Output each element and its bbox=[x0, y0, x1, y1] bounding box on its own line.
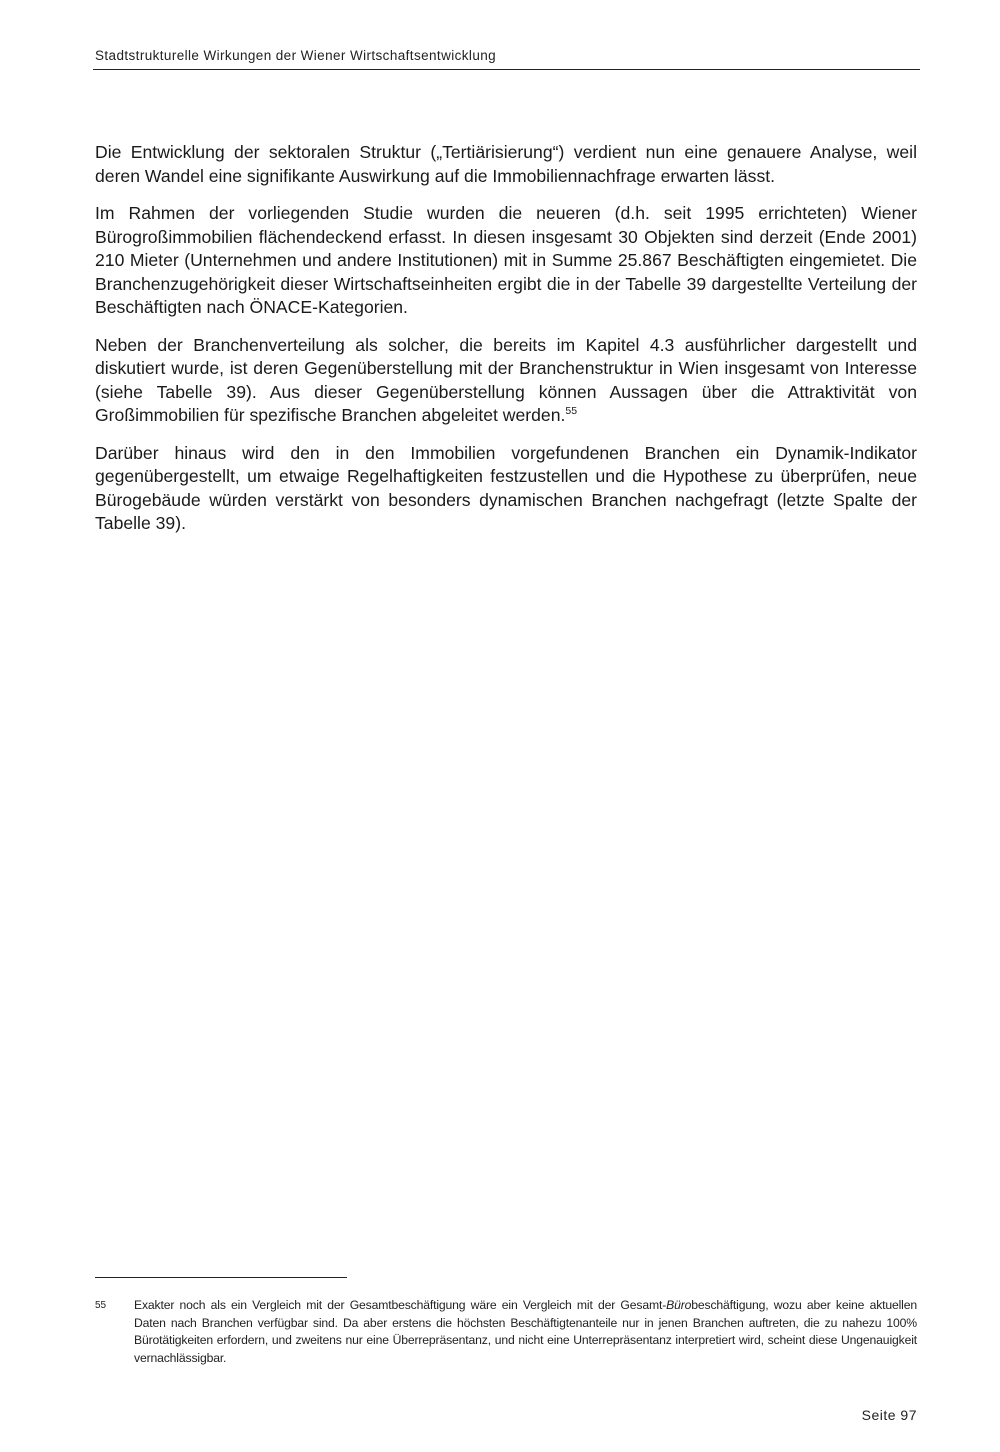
footnote-text-part-2: beschäftigung, wozu aber keine aktuellen Daten nach Branchen verfügbar sind. Da aber erstens die höchsten Beschäftigtenanteile nur in jenen Branchen auftreten, die zu nahezu 100% Bürotätigkeiten erfordern, und zweitens nur eine Überrepräsentanz, und nicht eine Unterrepräsentanz interpretiert wird, scheint diese Ungenauigkeit vernachlässigbar. bbox=[134, 1298, 918, 1365]
paragraph-2: Im Rahmen der vorliegenden Studie wurden die neueren (d.h. seit 1995 errichteten) Wiener Bürogroßimmobilien flächendeckend erfasst. In diesen insgesamt 30 Objekten sind derzeit (Ende 2001) 210 Mieter (Unternehmen und andere Institutionen) mit in Summe 25.867 Beschäftigten eingemietet. Die Branchenzugehörigkeit dieser Wirtschaftseinheiten ergibt die in der Tabelle 39 dargestellte Verteilung der Beschäftigten nach ÖNACE-Kategorien. bbox=[95, 203, 917, 317]
paragraph-4: Darüber hinaus wird den in den Immobilien vorgefundenen Branchen ein Dynamik-Indikator gegenübergestellt, um etwaige Regelhaftigkeiten festzustellen und die Hypothese zu überprüfen, neue Bürogebäude würden verstärkt von besonders dynamischen Branchen nachgefragt (letzte Spalte der Tabelle 39). bbox=[95, 442, 917, 533]
page-number: Seite 97 bbox=[861, 1407, 917, 1423]
footnote-rule bbox=[95, 1277, 347, 1278]
header-rule bbox=[93, 69, 920, 70]
footnote bbox=[95, 1297, 917, 1367]
paragraph-3-text: Neben der Branchenverteilung als solcher, die bereits im Kapitel 4.3 ausführlicher dargestellt und diskutiert wurde, ist deren Gegenüberstellung mit der Branchenstruktur in Wien insgesamt von Interesse (siehe Tabelle 39). Aus dieser Gegenüberstellung können Aussagen über die Attraktivität von Großimmobilien für spezifische Branchen abgeleitet werden. bbox=[95, 334, 917, 425]
footnote-text bbox=[134, 1297, 917, 1367]
paragraph-1: Die Entwicklung der sektoralen Struktur („Tertiärisierung“) verdient nun eine genauere Analyse, weil deren Wandel eine signifikante Auswirkung auf die Immobiliennachfrage erwarten lässt. bbox=[95, 142, 917, 186]
footnote-text-italic: Büro bbox=[666, 1298, 692, 1312]
footnote-number: 55 bbox=[95, 1300, 107, 1311]
footnote-text-part-1: Exakter noch als ein Vergleich mit der Gesamtbeschäftigung wäre ein Vergleich mit der Gesamt- bbox=[134, 1298, 667, 1312]
footnote-reference[interactable]: 55 bbox=[565, 405, 578, 417]
paragraph-3 bbox=[95, 334, 917, 428]
running-header: Stadtstrukturelle Wirkungen der Wiener Wirtschaftsentwicklung bbox=[95, 48, 497, 63]
body-text bbox=[95, 141, 917, 550]
